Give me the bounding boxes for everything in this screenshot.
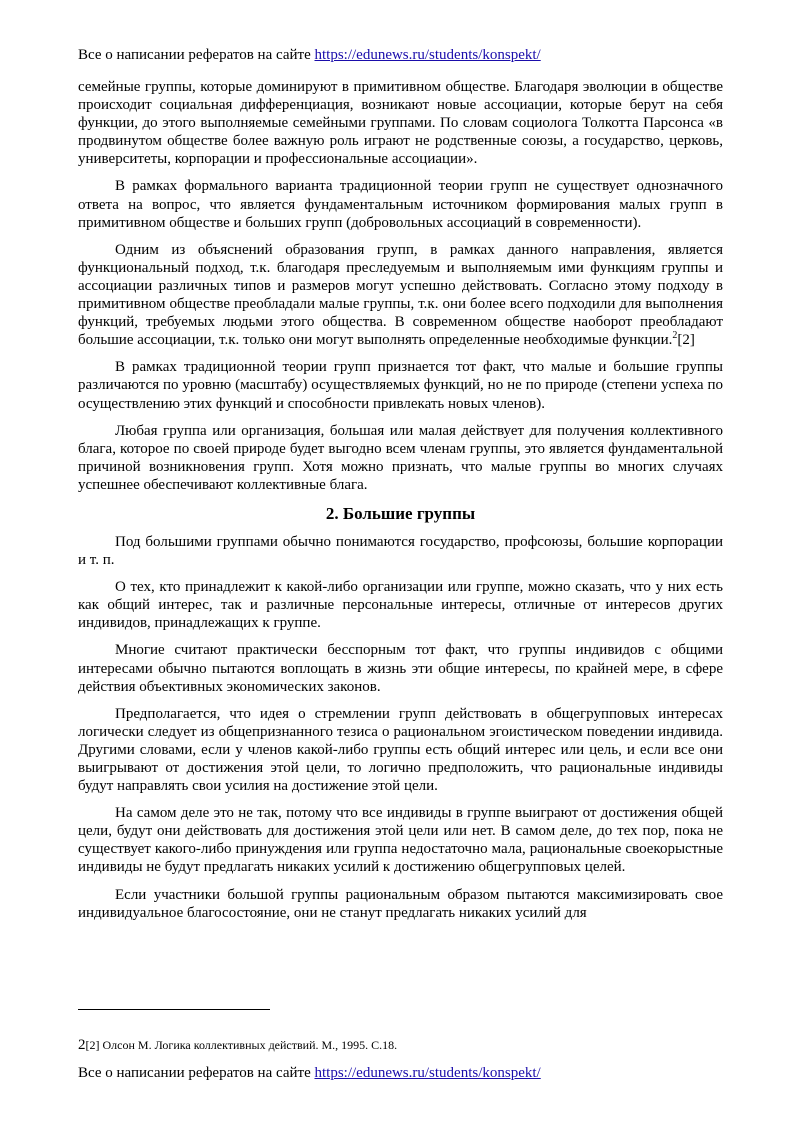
section-heading: 2. Большие группы bbox=[325, 503, 476, 523]
paragraph bbox=[78, 241, 723, 350]
paragraph: На самом деле это не так, потому что все индивиды в группе выиграют от достижения общей цели, будут они действовать для достижения этой цели или нет. В самом деле, до тех пор, пока не существует какого-либо принуждения или группа недостаточно мала, рациональные своекорыстные индивиды не будут предлагать никаких усилий к достижению общегрупповых целей. bbox=[78, 805, 723, 876]
page-footer bbox=[78, 1064, 541, 1083]
paragraph: Любая группа или организация, большая или малая действует для получения коллективного блага, которое по своей природе будет выгодно всем членам группы, это является фундаментальной причиной возникновения групп. Хотя можно признать, что малые группы во многих случаях успешнее обеспечивают коллективные блага. bbox=[78, 422, 723, 493]
header-link[interactable]: https://edunews.ru/students/konspekt/ bbox=[314, 47, 541, 63]
document-body bbox=[78, 78, 723, 931]
paragraph: В рамках традиционной теории групп признается тот факт, что малые и большие группы различаются по уровню (масштабу) осуществляемых функций, но не по природе (степени успеха по осуществлению этих функций и способности привлекать новых членов). bbox=[78, 359, 723, 412]
paragraph: В рамках формального варианта традиционной теории групп не существует однозначного ответа на вопрос, что является фундаментальным источником формирования малых групп в примитивном обществе и больших групп (добровольных ассоциаций в современности). bbox=[78, 178, 723, 231]
footnote bbox=[78, 1037, 397, 1053]
header-text: Все о написании рефератов на сайте bbox=[78, 47, 315, 63]
paragraph: Многие считают практически бесспорным тот факт, что группы индивидов с общими интересами обычно пытаются воплощать в жизнь эти общие интересы, по крайней мере, в сфере действия объективных экономических законов. bbox=[78, 642, 723, 695]
paragraph: семейные группы, которые доминируют в примитивном обществе. Благодаря эволюции в обществе происходит социальная дифференциация, возникают новые ассоциации, которые берут на себя функции, до этого выполняемые семейными группами. По словам социолога Толкотта Парсонса «в продвинутом обществе более важную роль играют не родственные союзы, а государство, церковь, университеты, корпорации и профессиональные ассоциации». bbox=[78, 79, 723, 168]
page-header bbox=[78, 46, 541, 65]
paragraph: Если участники большой группы рациональным образом пытаются максимизировать свое индивидуальное благосостояние, они не станут предлагать никаких усилий для bbox=[78, 886, 723, 921]
paragraph: Под большими группами обычно понимаются государство, профсоюзы, большие корпорации и т. п. bbox=[78, 533, 723, 569]
paragraph: О тех, кто принадлежит к какой-либо организации или группе, можно сказать, что у них есть как общий интерес, так и различные персональные интересы, отличные от интересов других индивидов, принадлежащих к группе. bbox=[78, 579, 723, 632]
paragraph-text: Одним из объяснений образования групп, в рамках данного направления, является функциональный подход, т.к. благодаря преследуемым и выполняемым ими функциям группы и ассоциации различных типов и размеров могут успешно действовать. Согласно этому подходу в примитивном обществе преобладали малые группы, т.к. они более всего подходили для выполнения функций, требуемых людьми этого общества. В современном обществе наоборот преобладают большие ассоциации, т.к. только они могут выполнять определенные необходимые функции. bbox=[78, 241, 723, 349]
footer-link[interactable]: https://edunews.ru/students/konspekt/ bbox=[314, 1065, 541, 1081]
footnote-number: 2 bbox=[78, 1037, 86, 1053]
footnote-marker[interactable]: 2 bbox=[672, 330, 678, 342]
paragraph: Предполагается, что идея о стремлении групп действовать в общегрупповых интересах логически следует из общепризнанного тезиса о рациональном эгоистическом поведении индивида. Другими словами, если у членов какой-либо группы есть общий интерес или цель, и если все они выигрывают от достижения этой цели, то логично предположить, что рациональные индивиды будут направлять свои усилия на достижение этой цели. bbox=[78, 705, 723, 795]
footnote-text: [2] Олсон М. Логика коллективных действий. М., 1995. С.18. bbox=[85, 1038, 398, 1052]
footer-text: Все о написании рефератов на сайте bbox=[78, 1065, 315, 1081]
footnote-divider bbox=[78, 1009, 270, 1010]
reference-marker: [2] bbox=[677, 332, 695, 349]
